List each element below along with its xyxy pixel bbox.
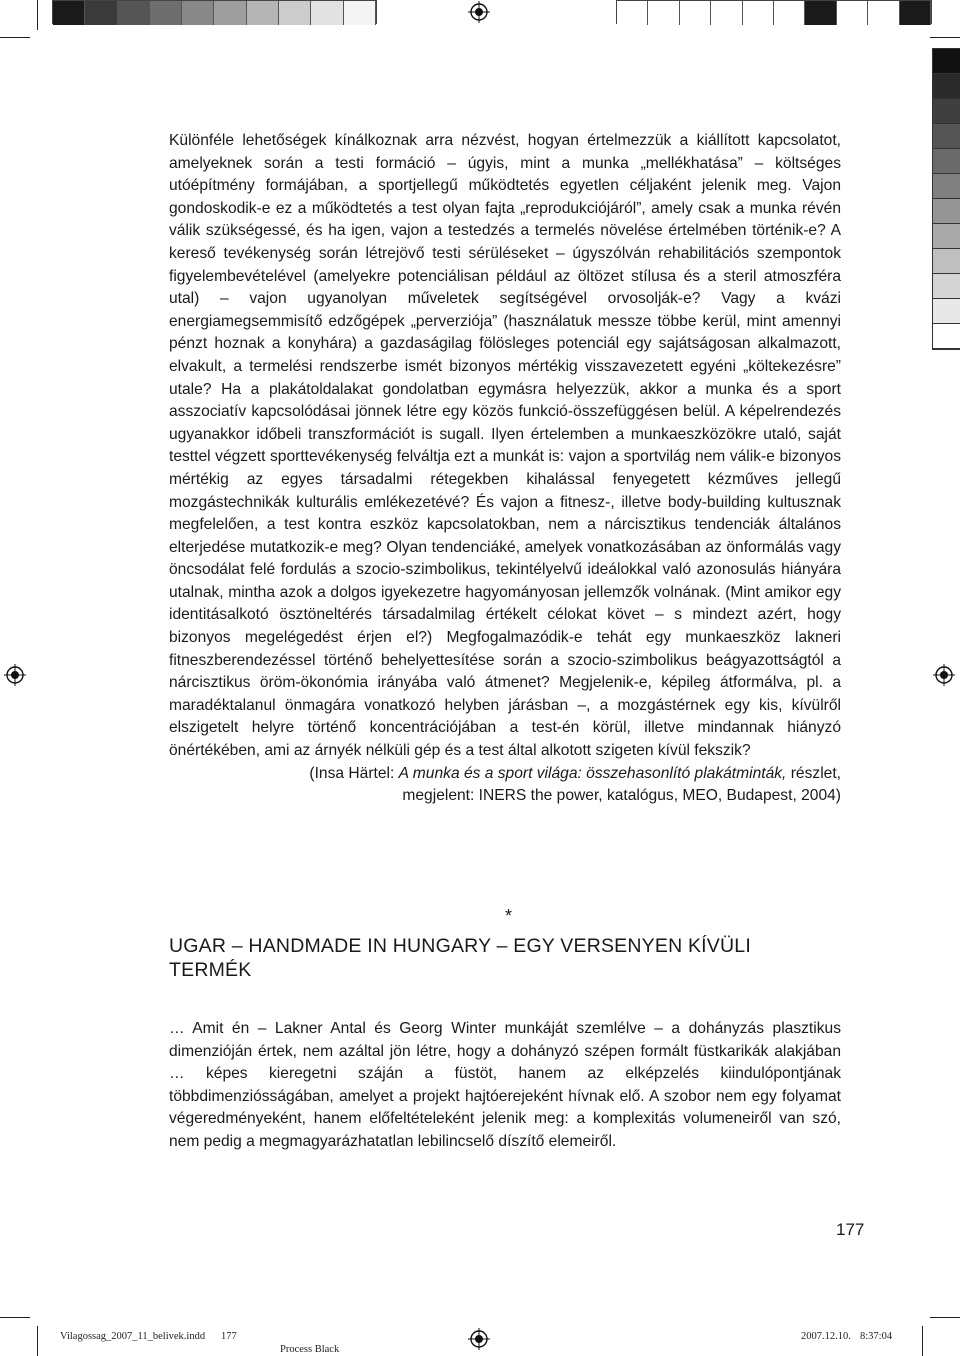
- crop-mark-bottom-left-h: [0, 1317, 30, 1318]
- color-swatch: [617, 1, 648, 25]
- color-swatch: [53, 1, 85, 25]
- color-bar-right: [616, 0, 932, 24]
- slug-date: 2007.12.10.: [801, 1331, 851, 1342]
- registration-mark-icon: [933, 664, 955, 686]
- color-bar-left: [52, 0, 377, 24]
- attribution-open: (Insa Härtel:: [309, 764, 399, 782]
- color-swatch: [711, 1, 742, 25]
- color-swatch: [150, 1, 182, 25]
- color-swatch: [900, 1, 931, 25]
- gray-swatch: [933, 199, 960, 224]
- crop-mark-top-left-v: [37, 0, 38, 30]
- gray-swatch: [933, 174, 960, 199]
- crop-mark-bottom-right-h: [930, 1317, 960, 1318]
- color-swatch: [648, 1, 679, 25]
- attribution-line-2: megjelent: INERS the power, katalógus, MEO, Budapest, 2004): [402, 787, 841, 805]
- color-swatch: [743, 1, 774, 25]
- slug-file-name: Vilagossag_2007_11_belivek.indd: [60, 1331, 206, 1342]
- crop-mark-top-left-h: [0, 37, 30, 38]
- section-separator: *: [505, 906, 513, 926]
- color-swatch: [868, 1, 899, 25]
- registration-mark-icon: [468, 1, 490, 23]
- registration-mark-icon: [4, 664, 26, 686]
- color-swatch: [805, 1, 836, 25]
- gray-swatch: [933, 49, 960, 74]
- color-swatch: [344, 1, 376, 25]
- body-paragraph: Különféle lehetőségek kínálkoznak arra nézvést, hogyan értelmezzük a kiállított kapcsolatot, amelyeknek során a testi formáció – úgyis, mint a munka „mellékhatása” – költséges utóépítmény formájában, a sportjellegű működtetés egyetlen céljaként jelenik meg. Vajon gondoskodik-e ez a működtetés a test olyan fajta „reprodukciójáról”, amely csak a munka révén válik szükségessé, és ha igen, vajon a testedzés a termelés növelése értelmében történik-e? A kereső tevékenység során létrejövő testi sérüléseket – úgyszólván rehabilitációs szempontok figyelembevételével (amelyekre potenciálisan például az öltözet stílusa és a steril atmoszféra utal) – vajon ugyanolyan műveletek segítségével orvosolják-e? Vagy a kvázi energiamegsemmisítő edzőgépek „perverziója” (használatuk messze többe kerül, mint amennyi pénzt hoznak a konyhára) a gazdaságilag fölösleges potenciál egy sajátságosan alkalmazott, elvakult, a termelési rendszerbe ismét bizonyos mértékig visszavezetett egyéni „költekezésre” utale? Ha a plakátoldalakat gondolatban egymásra helyezzük, akkor a munka és a sport asszociatív kapcsolódásai jönnek létre egy közös funkció-összefüggésen belül. A képelrendezés ugyanakkor időbeli transzformációt is sugall. Ilyen értelemben a munkaeszközökre utaló, saját testtel végzett sporttevékenység felváltja ezt a munkát is: vajon a sportvilág nem válik-e bizonyos mértékig az egyes társadalmi rétegekben kihalással fenyegetett kézműves jellegű mozgástechnikák kulturális emlékezetévé? És vajon a fitnesz-, illetve body-building kultusznak megfelelően, a test kontra eszköz kapcsolatokban, nem a nárcisztikus tendenciák általános elterjedése mutatkozik-e meg? Olyan tendenciáké, amelyek vonatkozásában az önformálás vagy öncsodálat felé fordulás a szocio-szimbolikus, tekintélyelvű ideálokkal való azonosulás hiányára utalnak, mintha azok a dolgos igyekezetre hagyományosan jellemzők volnának. (Mint amikor egy identitásalkotó ösztöneltérés társadalmilag értékelt célokat követ – s mindezt azért, hogy bizonyos megelégedést érjen el?) Megfogalmazódik-e tehát egy munkaeszköz lakneri fitneszberendezéssel történő behelyettesítése során a szocio-szimbolikus beágyazottságtól a nárcisztikus öröm-ökonómia irányába való átmenet? Megjelenik-e, képileg átformálva, pl. a maradéktalanul önmagára vonatkozó helyben járásban –, a mozgástérnek egy kis, kívülről elszigetelt helyre történő koncentrációjában a test-én körül, illetve mindannak hiányzó önértékében, ami az árnyék nélküli gép és a test által alkotott szigeten kívül fekszik?: [169, 132, 841, 760]
- registration-mark-icon: [468, 1328, 490, 1350]
- gray-swatch: [933, 74, 960, 99]
- color-swatch: [774, 1, 805, 25]
- gray-swatch: [933, 124, 960, 149]
- attribution-line-1: [169, 763, 841, 786]
- color-swatch: [85, 1, 117, 25]
- gray-swatch: [933, 299, 960, 324]
- section-heading-line-2: TERMÉK: [169, 959, 252, 981]
- gray-swatch: [933, 224, 960, 249]
- gray-scale-bar: [932, 48, 960, 350]
- gray-swatch: [933, 249, 960, 274]
- gray-swatch: [933, 274, 960, 299]
- color-swatch: [837, 1, 868, 25]
- section-paragraph: … Amit én – Lakner Antal és Georg Winter munkáját szemlélve – a dohányzás plasztikus dimenzióján értek, nem azáltal jön létre, hogy a dohányzó szépen formált füstkarikák alakjában … képes kieregetni száján a füstöt, hanem az elképzelés kiindulópontjának többdimenziósságában, amelyet a projekt hajtóerejeként hívnak elő. A szobor nem egy folyamat végeredményeként, hanem előfeltételeként jelenik meg: a komplexitás volumeneiről van szó, nem pedig a megmagyarázhatatlan lebilincselő díszítő elemeiről.: [169, 1020, 841, 1150]
- section-heading: [169, 934, 809, 982]
- color-swatch: [214, 1, 246, 25]
- color-swatch: [247, 1, 279, 25]
- gray-swatch: [933, 99, 960, 124]
- color-swatch: [311, 1, 343, 25]
- page-number: 177: [836, 1220, 865, 1239]
- color-swatch: [182, 1, 214, 25]
- gray-swatch: [933, 149, 960, 174]
- gray-swatch: [933, 324, 960, 349]
- color-swatch: [279, 1, 311, 25]
- slug-page: 177: [221, 1331, 237, 1342]
- color-swatch: [118, 1, 150, 25]
- crop-mark-bottom-right-v: [922, 1326, 923, 1356]
- main-text-block: [169, 130, 841, 808]
- attribution-title: A munka és a sport világa: összehasonlító plakátminták,: [398, 764, 787, 782]
- slug-plate: Process Black: [280, 1344, 340, 1355]
- section-heading-line-1: UGAR – HANDMADE IN HUNGARY – EGY VERSENYEN KÍVÜLI: [169, 935, 751, 957]
- attribution-rest: részlet,: [786, 764, 841, 782]
- crop-mark-top-right-h: [930, 37, 960, 38]
- crop-mark-bottom-left-v: [37, 1326, 38, 1356]
- color-swatch: [680, 1, 711, 25]
- slug-time: 8:37:04: [860, 1331, 893, 1342]
